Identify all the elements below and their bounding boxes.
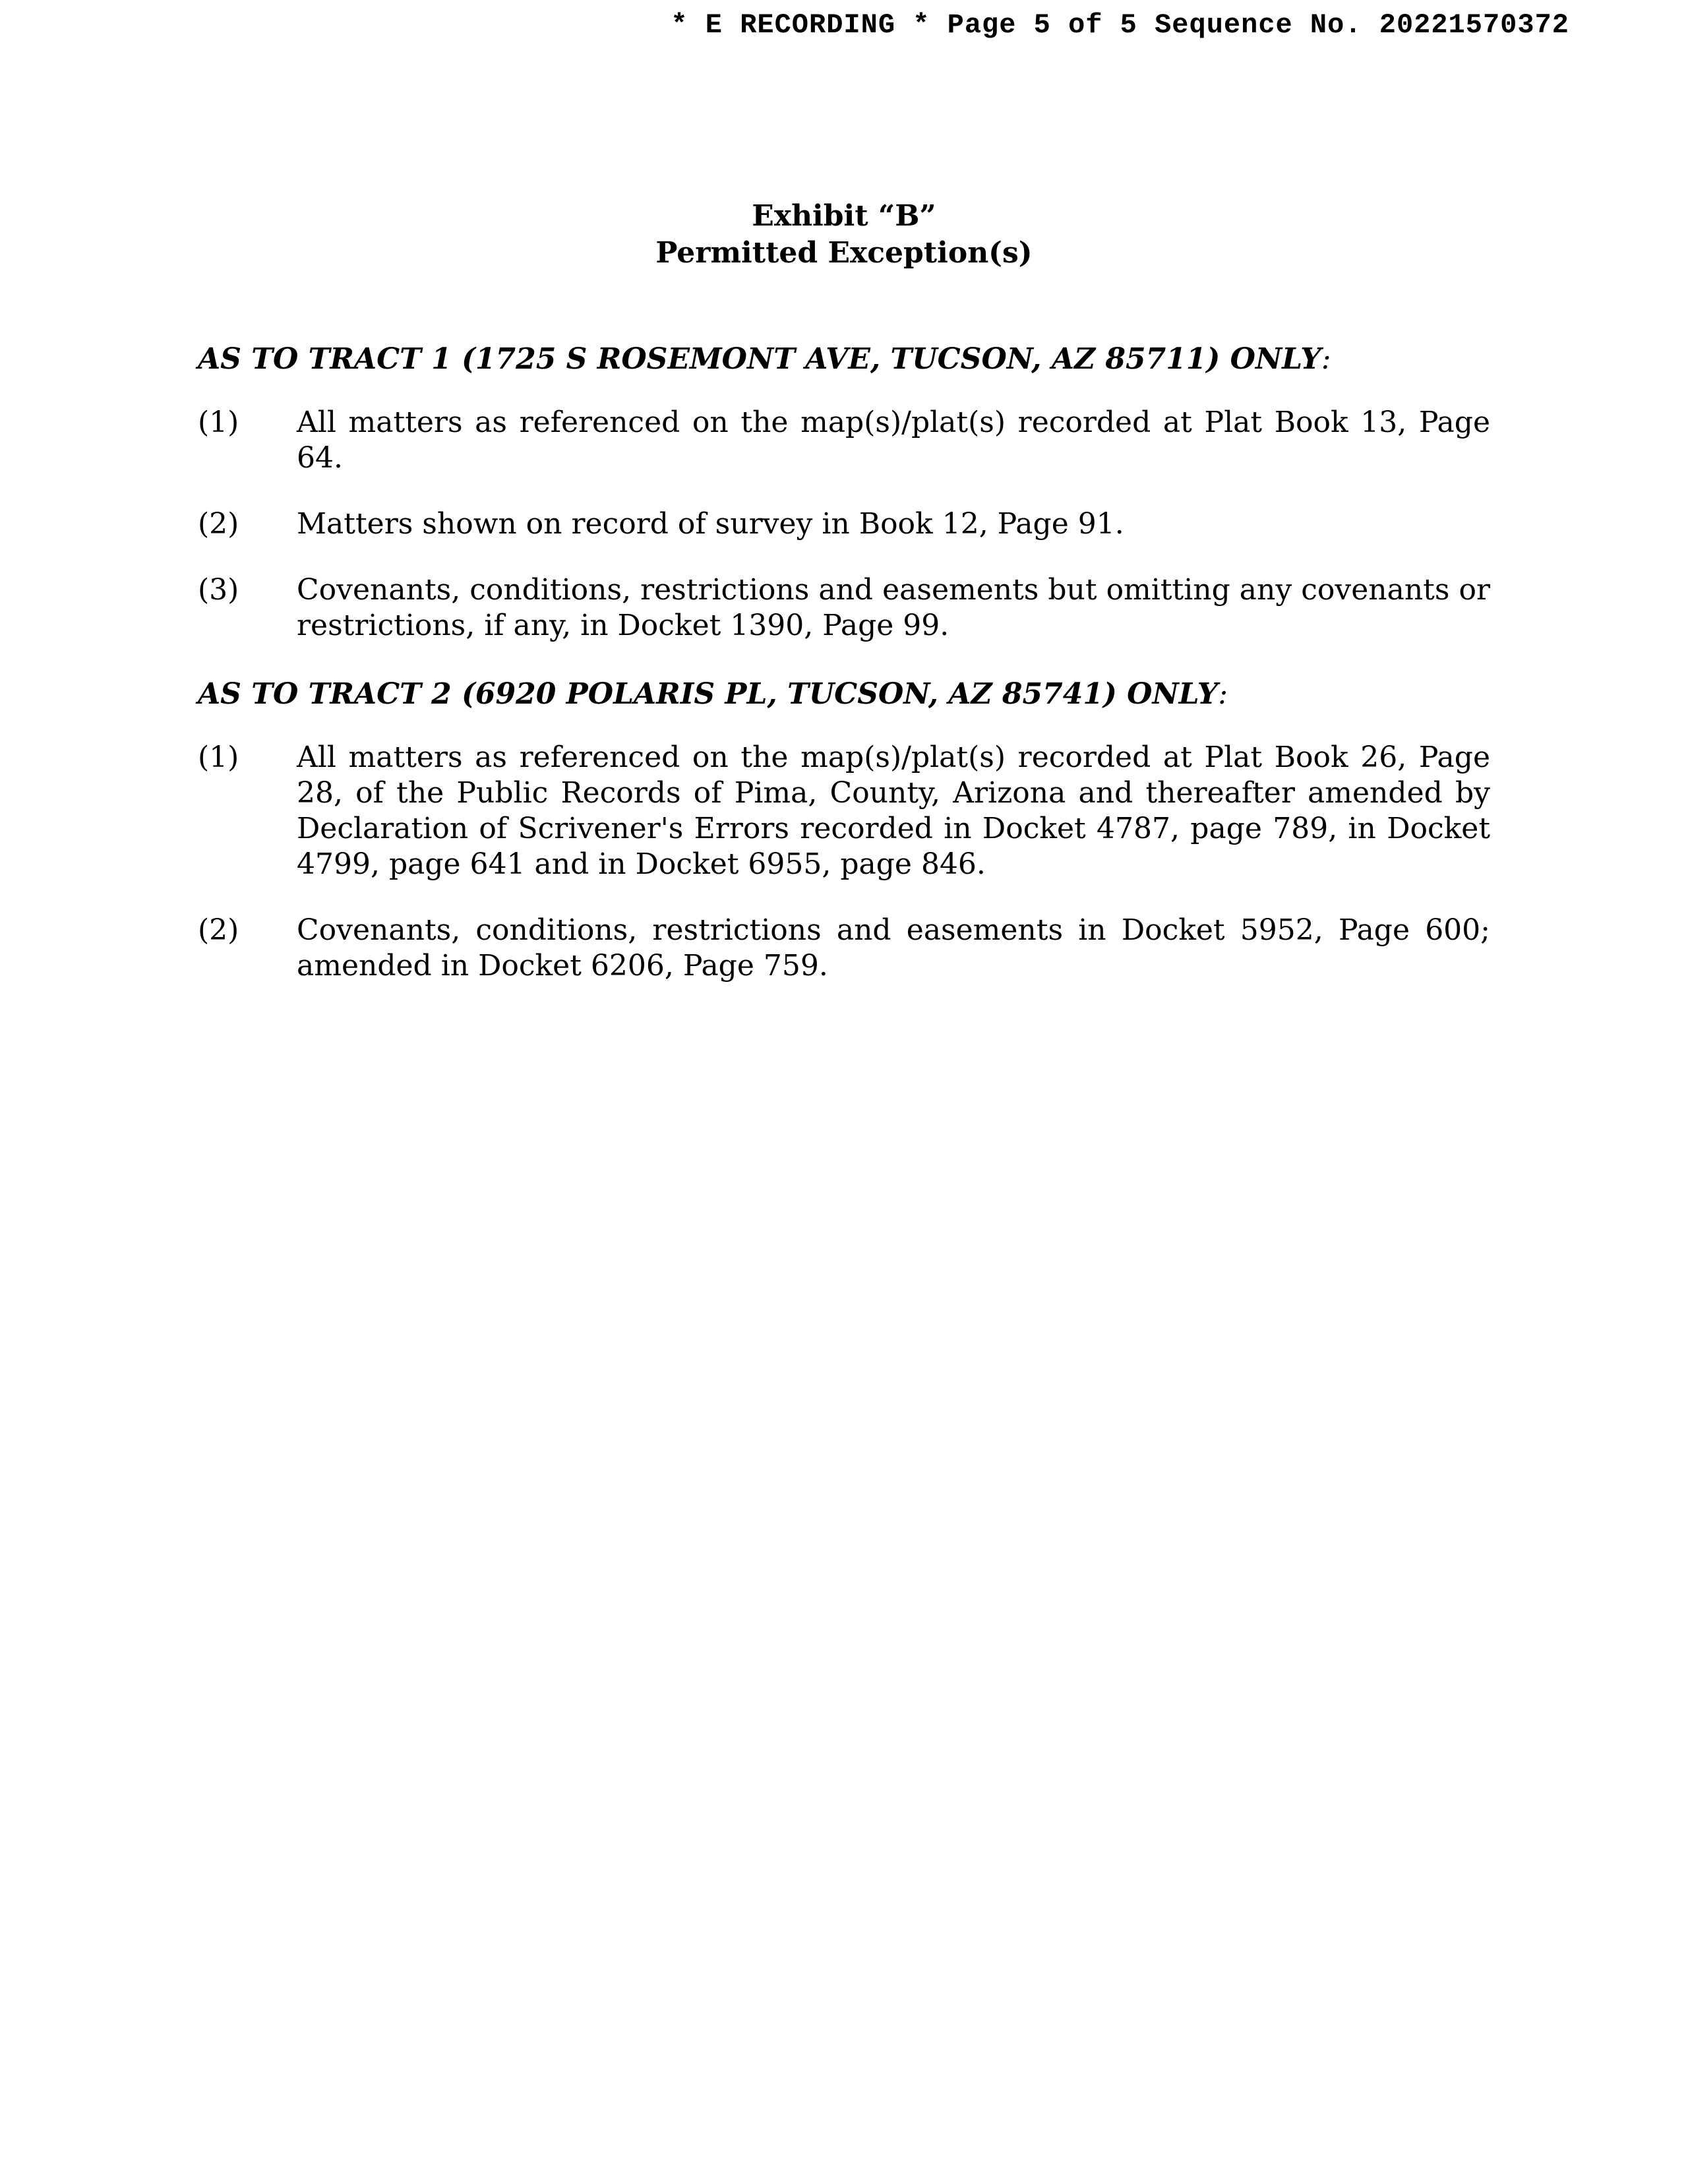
item-text: Covenants, conditions, restrictions and easements but omitting any covenants or restrictions, if any, in Docket 1390, Page 99. bbox=[297, 573, 1490, 642]
exhibit-subtitle: Permitted Exception(s) bbox=[655, 236, 1033, 270]
tract-2-heading bbox=[198, 677, 1490, 712]
list-item bbox=[198, 913, 1490, 984]
tract-1-heading bbox=[198, 342, 1490, 377]
tract-1-heading-text: AS TO TRACT 1 (1725 S ROSEMONT AVE, TUCSON, AZ 85711) ONLY bbox=[198, 342, 1321, 376]
item-number: (2) bbox=[198, 507, 239, 541]
list-item bbox=[198, 740, 1490, 882]
tract-2-heading-colon: : bbox=[1218, 677, 1228, 711]
recording-header: * E RECORDING * Page 5 of 5 Sequence No. 20221570372 bbox=[671, 9, 1569, 41]
tract-1-heading-colon: : bbox=[1321, 342, 1331, 376]
list-item bbox=[198, 405, 1490, 476]
item-text: Matters shown on record of survey in Book 12, Page 91. bbox=[297, 507, 1124, 541]
item-number: (1) bbox=[198, 406, 239, 439]
exhibit-title: Exhibit “B” bbox=[752, 199, 936, 233]
item-number: (1) bbox=[198, 741, 239, 774]
list-item bbox=[198, 572, 1490, 644]
item-number: (3) bbox=[198, 573, 239, 607]
exhibit-title-block bbox=[0, 198, 1688, 272]
item-text: All matters as referenced on the map(s)/plat(s) recorded at Plat Book 13, Page 64. bbox=[297, 406, 1490, 475]
item-number: (2) bbox=[198, 913, 239, 947]
tract-2-heading-text: AS TO TRACT 2 (6920 POLARIS PL, TUCSON, AZ 85741) ONLY bbox=[198, 677, 1219, 711]
tract-2-section bbox=[198, 677, 1490, 1014]
item-text: All matters as referenced on the map(s)/plat(s) recorded at Plat Book 26, Page 28, of the Public Records of Pima, County, Arizona and thereafter amended by Declaration of Scrivener's Errors recorded in Docket 4787, page 789, in Docket 4799, page 641 and in Docket 6955, page 846. bbox=[297, 741, 1490, 881]
tract-1-section bbox=[198, 342, 1490, 674]
item-text: Covenants, conditions, restrictions and easements in Docket 5952, Page 600; amended in Docket 6206, Page 759. bbox=[297, 913, 1490, 983]
list-item bbox=[198, 506, 1490, 542]
